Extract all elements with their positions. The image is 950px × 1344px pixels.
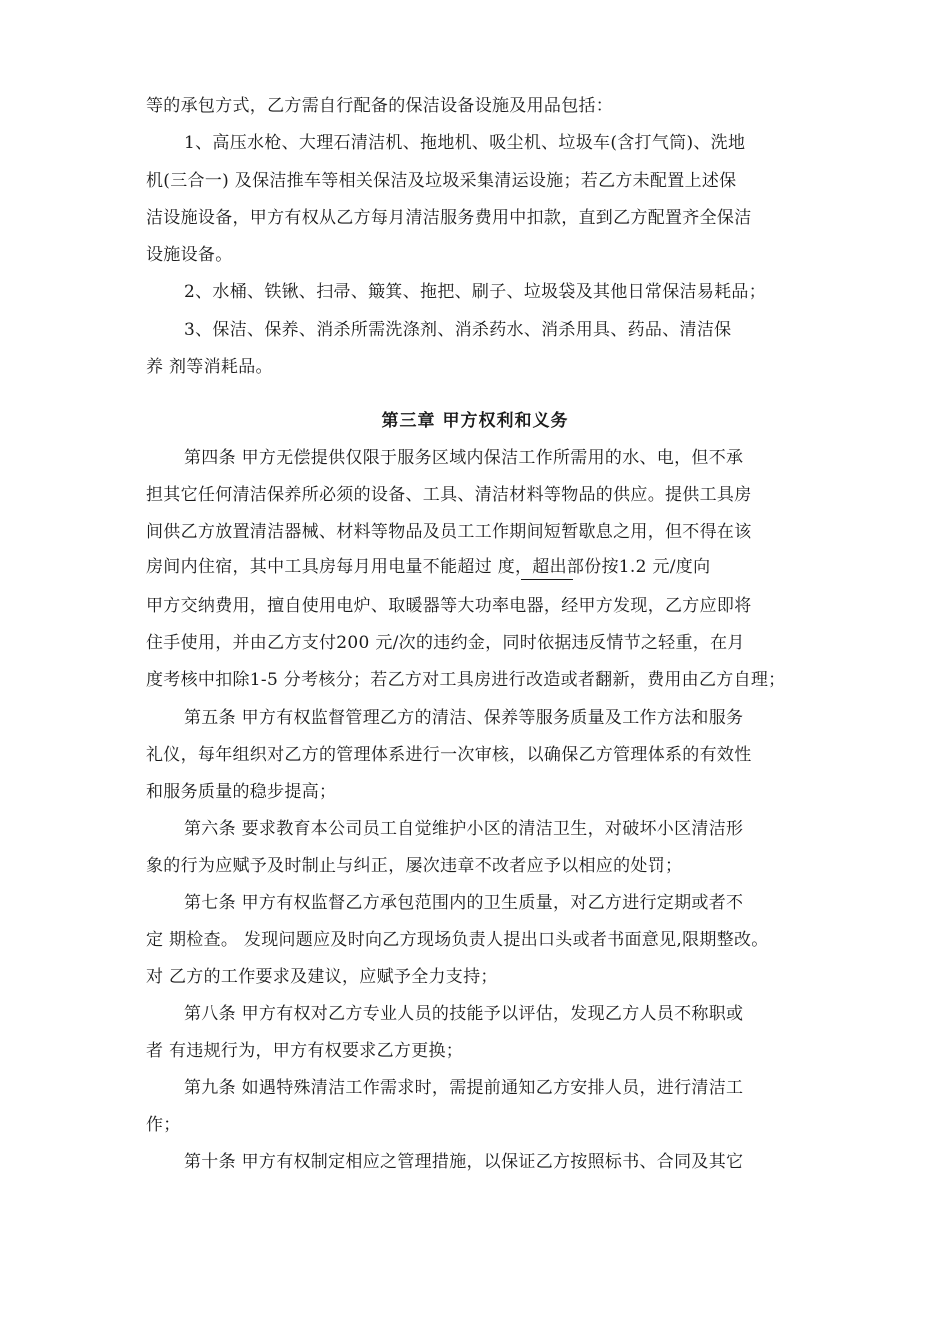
list-item-3: 3、保洁、保养、消杀所需洗涤剂、消杀药水、消杀用具、药品、清洁保 xyxy=(184,320,732,340)
article-10: 第十条 甲方有权制定相应之管理措施，以保证乙方按照标书、合同及其它 xyxy=(184,1152,744,1172)
article-4: 第四条 甲方无偿提供仅限于服务区域内保洁工作所需用的水、电，但不承 xyxy=(184,448,744,468)
article-7: 第七条 甲方有权监督乙方承包范围内的卫生质量，对乙方进行定期或者不 xyxy=(184,893,744,913)
text-line: 象的行为应赋予及时制止与纠正，屡次违章不改者应予以相应的处罚； xyxy=(146,856,683,876)
text-line: 礼仪，每年组织对乙方的管理体系进行一次审核，以确保乙方管理体系的有效性 xyxy=(146,745,752,765)
text-line: 对 乙方的工作要求及建议，应赋予全力支持； xyxy=(146,967,498,987)
text-line: 设施设备。 xyxy=(146,245,233,265)
text-line: 定 期检查。 发现问题应及时向乙方现场负责人提出口头或者书面意见,限期整改。 xyxy=(146,930,769,950)
article-9: 第九条 如遇特殊清洁工作需求时，需提前通知乙方安排人员，进行清洁工 xyxy=(184,1078,744,1098)
text-line: 房间内住宿，其中工具房每月用电量不能超过 度，超出部份按1.2 元/度向 xyxy=(146,557,711,577)
text-line: 养 剂等消耗品。 xyxy=(146,357,273,377)
text-line: 等的承包方式，乙方需自行配备的保洁设备设施及用品包括： xyxy=(146,96,614,116)
text-line: 和服务质量的稳步提高； xyxy=(146,782,337,802)
text-line: 甲方交纳费用，擅自使用电炉、取暖器等大功率电器，经甲方发现，乙方应即将 xyxy=(146,596,752,616)
text-line: 住手使用，并由乙方支付200 元/次的违约金，同时依据违反情节之轻重，在月 xyxy=(146,633,745,653)
chapter-heading: 第三章 甲方权利和义务 xyxy=(381,411,569,431)
article-5: 第五条 甲方有权监督管理乙方的清洁、保养等服务质量及工作方法和服务 xyxy=(184,708,744,728)
blank-underline xyxy=(521,579,573,580)
text-line: 担其它任何清洁保养所必须的设备、工具、清洁材料等物品的供应。提供工具房 xyxy=(146,485,752,505)
text-line: 洁设施设备，甲方有权从乙方每月清洁服务费用中扣款，直到乙方配置齐全保洁 xyxy=(146,208,752,228)
text-line: 者 有违规行为，甲方有权要求乙方更换； xyxy=(146,1041,464,1061)
list-item-2: 2、水桶、铁锹、扫帚、簸箕、拖把、刷子、垃圾袋及其他日常保洁易耗品； xyxy=(184,282,767,302)
list-item-1: 1、高压水枪、大理石清洁机、拖地机、吸尘机、垃圾车(含打气筒)、洗地 xyxy=(184,133,746,153)
text-line: 度考核中扣除1-5 分考核分；若乙方对工具房进行改造或者翻新，费用由乙方自理； xyxy=(146,670,786,690)
text-line: 间供乙方放置清洁器械、材料等物品及员工工作期间短暂歇息之用，但不得在该 xyxy=(146,522,752,542)
text-line: 作； xyxy=(146,1115,181,1135)
article-8: 第八条 甲方有权对乙方专业人员的技能予以评估，发现乙方人员不称职或 xyxy=(184,1004,744,1024)
article-6: 第六条 要求教育本公司员工自觉维护小区的清洁卫生，对破坏小区清洁形 xyxy=(184,819,744,839)
text-line: 机(三合一) 及保洁推车等相关保洁及垃圾采集清运设施；若乙方未配置上述保 xyxy=(146,171,737,191)
